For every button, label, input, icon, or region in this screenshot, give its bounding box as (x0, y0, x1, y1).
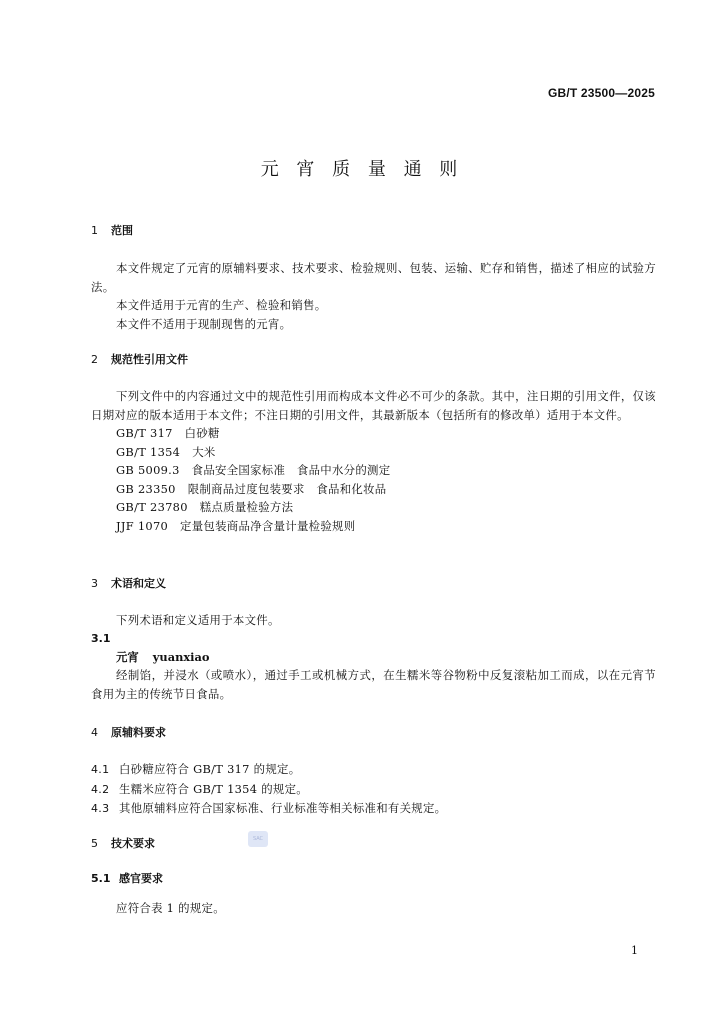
section-4-body (91, 760, 656, 819)
page-number: 1 (631, 944, 638, 957)
section-3-body (91, 611, 656, 703)
paragraph: 本文件不适用于现制现售的元宵。 (116, 316, 292, 331)
requirement-item (91, 760, 656, 780)
reference-item (91, 517, 656, 536)
reference-item (91, 498, 656, 517)
reference-name: 限制商品过度包装要求 食品和化妆品 (187, 481, 387, 496)
clause-text: 白砂糖应符合 GB/T 317 的规定。 (119, 762, 301, 776)
term-definition: 经制馅，并浸水（或喷水），通过手工或机械方式，在生糯米等谷物粉中反复滚粘加工而成，以在元宵节食用为主的传统节日食品。 (91, 668, 656, 701)
section-1-heading (91, 222, 656, 238)
paragraph: 本文件规定了元宵的原辅料要求、技术要求、检验规则、包装、运输、贮存和销售，描述了相应的试验方法。 (91, 261, 656, 294)
term-entry (91, 648, 656, 667)
subsection-5-1-body (91, 899, 656, 918)
paragraph: 应符合表 1 的规定。 (116, 901, 225, 915)
clause-text: 其他原辅料应符合国家标准、行业标准等相关标准和有关规定。 (119, 801, 447, 815)
reference-code: GB/T 317 (116, 426, 173, 440)
section-title: 范围 (111, 224, 133, 237)
clause-number: 4.3 (91, 802, 110, 815)
reference-code: GB/T 1354 (116, 444, 181, 459)
reference-item (91, 424, 656, 443)
section-title: 规范性引用文件 (111, 353, 188, 366)
reference-name: 糕点质量检验方法 (199, 500, 294, 514)
section-number: 2 (91, 353, 98, 366)
section-1-body (91, 259, 656, 333)
document-title: 元 宵 质 量 通 则 (260, 159, 464, 180)
reference-code: GB 23350 (116, 481, 176, 496)
clause-number: 4.1 (91, 763, 110, 776)
reference-name: 白砂糖 (184, 426, 220, 440)
section-5-heading (91, 835, 656, 851)
section-number: 5 (91, 837, 98, 850)
reference-code: JJF 1070 (116, 518, 169, 533)
paragraph: 下列术语和定义适用于本文件。 (116, 613, 280, 627)
standard-code: GB/T 23500—2025 (547, 86, 655, 100)
section-number: 1 (91, 224, 98, 237)
section-number: 3 (91, 577, 98, 590)
clause-text: 生糯米应符合 GB/T 1354 的规定。 (119, 781, 308, 796)
requirement-item (91, 780, 656, 800)
term-english: yuanxiao (152, 649, 210, 664)
subsection-5-1-heading (91, 870, 656, 886)
section-title: 术语和定义 (111, 577, 166, 590)
clause-number: 4.2 (91, 782, 110, 796)
section-4-heading (91, 724, 656, 740)
stamp-text: SAC (252, 836, 264, 842)
watermark-stamp (248, 831, 268, 847)
section-title: 原辅料要求 (111, 726, 166, 739)
section-title: 技术要求 (111, 837, 155, 850)
subsection-title: 感官要求 (119, 872, 163, 885)
reference-item (91, 461, 656, 480)
section-3-heading (91, 575, 656, 591)
requirement-item (91, 799, 656, 819)
term-chinese: 元宵 (116, 649, 139, 664)
reference-item (91, 443, 656, 462)
section-2-heading (91, 351, 656, 367)
reference-code: GB/T 23780 (116, 500, 188, 514)
subsection-number: 5.1 (91, 872, 111, 885)
paragraph: 本文件适用于元宵的生产、检验和销售。 (116, 298, 327, 312)
term-number: 3.1 (91, 631, 111, 645)
reference-name: 食品安全国家标准 食品中水分的测定 (191, 463, 391, 477)
reference-name: 大米 (192, 444, 216, 459)
section-2-body (91, 387, 656, 535)
reference-name: 定量包装商品净含量计量检验规则 (180, 518, 356, 533)
reference-item (91, 480, 656, 499)
reference-code: GB 5009.3 (116, 463, 180, 477)
paragraph: 下列文件中的内容通过文中的规范性引用而构成本文件必不可少的条款。其中，注日期的引用文件，仅该日期对应的版本适用于本文件；不注日期的引用文件，其最新版本（包括所有的修改单）适用于本文件。 (91, 389, 656, 422)
section-number: 4 (91, 726, 98, 739)
